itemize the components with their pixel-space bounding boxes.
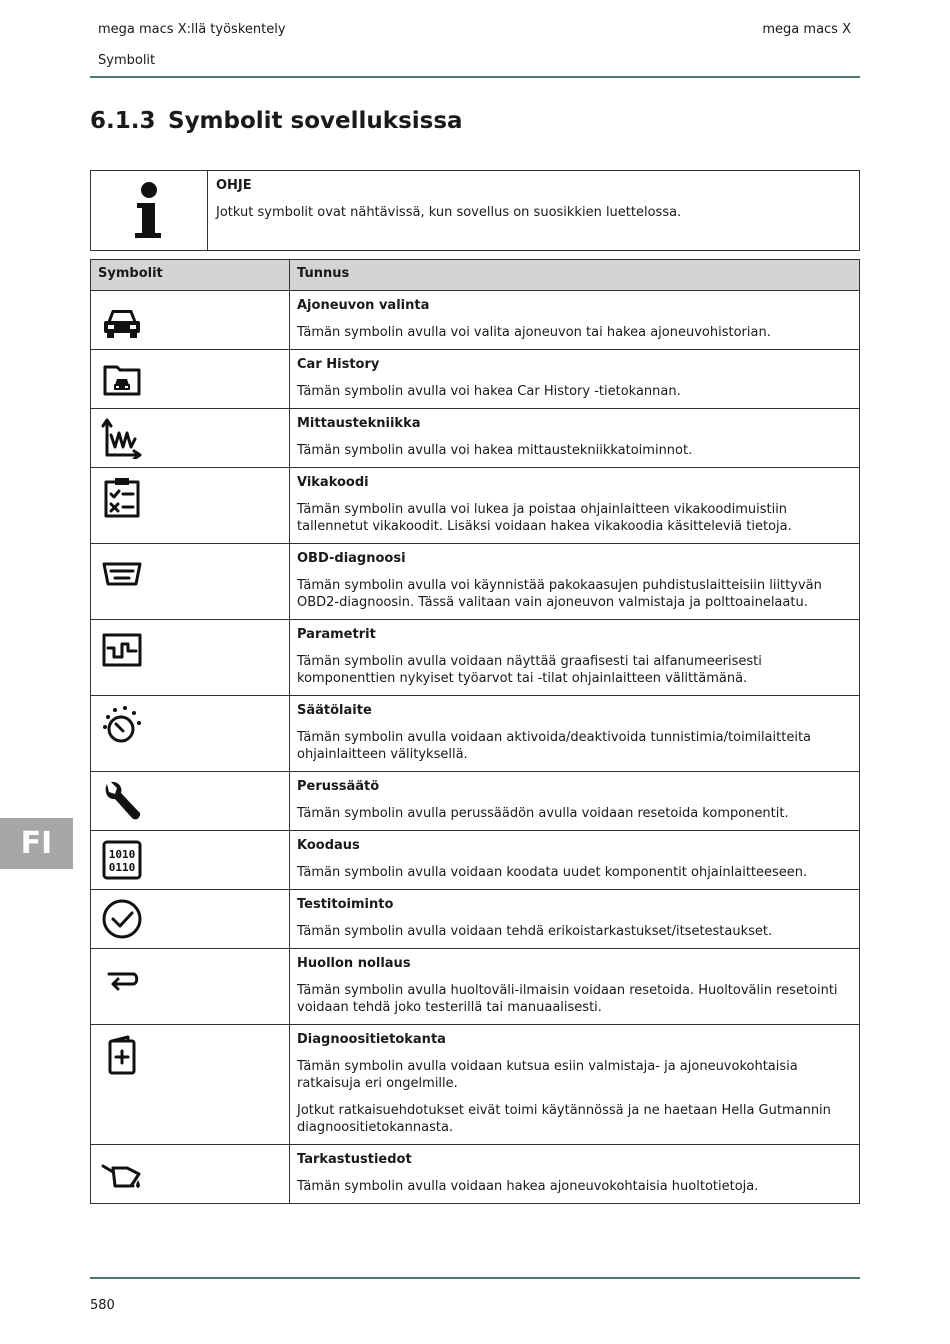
language-tab: FI (0, 818, 73, 869)
symbol-cell (91, 409, 290, 468)
row-description: Tämän symbolin avulla voidaan näyttää graafisesti tai alfanumeerisesti komponenttien nykyiset työarvot tai -tilat ohjainlaitteen välittämänä. (297, 654, 762, 686)
identifier-cell (290, 1025, 860, 1145)
row-description: Tämän symbolin avulla voidaan aktivoida/deaktivoida tunnistimia/toimilaitteita ohjainlaitteen välityksellä. (297, 730, 812, 762)
row-description: Tämän symbolin avulla perussäädön avulla voidaan resetoida komponentit. (297, 806, 789, 821)
identifier-cell (290, 949, 860, 1025)
identifier-cell (290, 350, 860, 409)
table-row (91, 831, 860, 890)
row-description: Tämän symbolin avulla voi valita ajoneuvon tai hakea ajoneuvohistorian. (297, 325, 771, 340)
identifier-cell (290, 544, 860, 620)
note-body (208, 171, 689, 250)
identifier-cell (290, 1145, 860, 1204)
identifier-cell (290, 620, 860, 696)
symbol-cell (91, 696, 290, 772)
table-row (91, 890, 860, 949)
parameters-signal-icon (101, 628, 143, 670)
table-row (91, 468, 860, 544)
coding-icon-line: 1010 (108, 848, 136, 861)
row-title: Vikakoodi (297, 475, 369, 490)
car-history-folder-icon (101, 358, 143, 400)
col-header-symbols: Symbolit (91, 260, 290, 291)
row-title: Säätölaite (297, 703, 372, 718)
table-row (91, 409, 860, 468)
identifier-cell (290, 696, 860, 772)
table-row (91, 949, 860, 1025)
identifier-cell (290, 291, 860, 350)
symbols-table (90, 259, 860, 1204)
row-title: Diagnoositietokanta (297, 1032, 446, 1047)
table-row (91, 1025, 860, 1145)
header-left: mega macs X:llä työskentely (98, 22, 286, 37)
section-number: 6.1.3 (90, 108, 156, 134)
symbol-cell (91, 1025, 290, 1145)
header-sub: Symbolit (98, 53, 156, 68)
table-row (91, 772, 860, 831)
symbol-cell (91, 831, 290, 890)
row-description: Tämän symbolin avulla huoltoväli-ilmaisin voidaan resetoida. Huoltovälin resetointi voidaan tehdä joko testerillä tai manuaalisesti. (297, 983, 838, 1015)
table-row (91, 696, 860, 772)
service-reset-icon (101, 957, 143, 999)
wrench-icon (101, 780, 143, 822)
coding-icon-line: 0110 (108, 861, 136, 874)
symbol-cell (91, 1145, 290, 1204)
car-icon (101, 299, 143, 341)
identifier-cell (290, 468, 860, 544)
row-title: Testitoiminto (297, 897, 394, 912)
symbol-cell (91, 350, 290, 409)
diagnosis-database-icon (101, 1033, 143, 1075)
row-title: Perussäätö (297, 779, 380, 794)
row-description: Tämän symbolin avulla voidaan tehdä erikoistarkastukset/itsetestaukset. (297, 924, 773, 939)
table-row (91, 350, 860, 409)
note-title: OHJE (216, 178, 252, 193)
note-icon-cell (91, 171, 208, 250)
header-rule (90, 76, 860, 78)
oil-can-icon (101, 1153, 143, 1195)
row-title: Tarkastustiedot (297, 1152, 412, 1167)
identifier-cell (290, 890, 860, 949)
check-circle-icon (101, 898, 143, 940)
info-icon (129, 181, 169, 241)
section-title (90, 108, 463, 134)
row-description: Tämän symbolin avulla voi hakea mittaustekniikkatoiminnot. (297, 443, 693, 458)
symbol-cell (91, 620, 290, 696)
symbol-cell (91, 772, 290, 831)
row-description: Tämän symbolin avulla voi lukea ja poistaa ohjainlaitteen vikakoodimuistiin tallennetut vikakoodit. Lisäksi voidaan hakea vikakoodia käsitteleviä tietoja. (297, 502, 792, 534)
symbol-cell (91, 468, 290, 544)
row-description: Tämän symbolin avulla voidaan hakea ajoneuvokohtaisia huoltotietoja. (297, 1179, 759, 1194)
table-row (91, 291, 860, 350)
row-description: Jotkut ratkaisuehdotukset eivät toimi käytännössä ja ne haetaan Hella Gutmannin diagnoositietokannasta. (297, 1103, 831, 1135)
row-description: Tämän symbolin avulla voi käynnistää pakokaasujen puhdistuslaitteisiin liittyvän OBD2-diagnoosin. Tässä valitaan vain ajoneuvon valmistaja ja polttoainelaatu. (297, 578, 822, 610)
coding-binary-icon (101, 839, 143, 881)
row-description: Tämän symbolin avulla voi hakea Car History -tietokannan. (297, 384, 681, 399)
identifier-cell (290, 772, 860, 831)
note-box (90, 170, 860, 251)
symbol-cell (91, 544, 290, 620)
row-title: Ajoneuvon valinta (297, 298, 430, 313)
note-text: Jotkut symbolit ovat nähtävissä, kun sovellus on suosikkien luettelossa. (216, 205, 682, 220)
row-title: Koodaus (297, 838, 360, 853)
footer-rule (90, 1277, 860, 1279)
row-title: Car History (297, 357, 380, 372)
section-title-text: Symbolit sovelluksissa (168, 108, 463, 134)
row-description: Tämän symbolin avulla voidaan koodata uudet komponentit ohjainlaitteeseen. (297, 865, 808, 880)
row-title: Mittaustekniikka (297, 416, 421, 431)
row-title: Parametrit (297, 627, 376, 642)
measurement-icon (101, 417, 143, 459)
identifier-cell (290, 409, 860, 468)
table-row (91, 1145, 860, 1204)
obd-connector-icon (101, 552, 143, 594)
row-description: Tämän symbolin avulla voidaan kutsua esiin valmistaja- ja ajoneuvokohtaisia ratkaisuja eri ongelmille. (297, 1059, 798, 1091)
col-header-identifier: Tunnus (290, 260, 860, 291)
table-row (91, 620, 860, 696)
symbol-cell (91, 291, 290, 350)
row-title: OBD-diagnoosi (297, 551, 406, 566)
row-title: Huollon nollaus (297, 956, 411, 971)
table-row (91, 544, 860, 620)
header-right: mega macs X (762, 22, 851, 37)
symbol-cell (91, 890, 290, 949)
page-number: 580 (90, 1298, 115, 1313)
symbol-cell (91, 949, 290, 1025)
identifier-cell (290, 831, 860, 890)
table-header-row (91, 260, 860, 291)
actuator-icon (101, 704, 143, 746)
fault-code-clipboard-icon (101, 476, 143, 518)
